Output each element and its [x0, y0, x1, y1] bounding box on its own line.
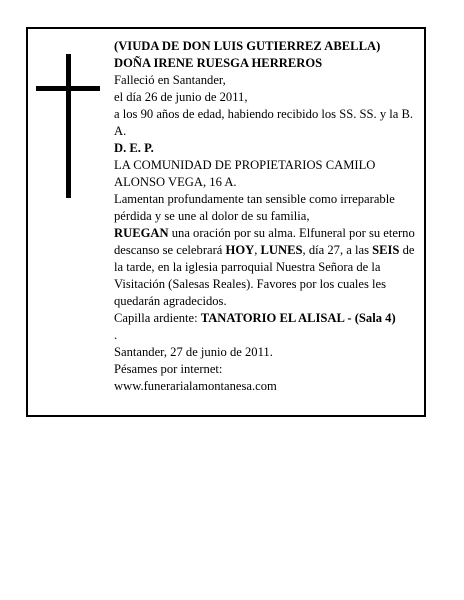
rip-line: D. E. P. [114, 141, 154, 155]
chapel-line [114, 310, 424, 327]
chapel-place: TANATORIO EL ALISAL - (Sala 4) [200, 311, 396, 325]
website-text: www.funerarialamontanesa.com [114, 379, 277, 393]
funeral-request [114, 225, 424, 310]
funeral-comma: , [254, 243, 261, 257]
cross-vertical-bar [66, 54, 71, 198]
deceased-name: DOÑA IRENE RUESGA HERREROS [114, 56, 323, 70]
chapel-label: Capilla ardiente: [114, 311, 201, 325]
community-line: LA COMUNIDAD DE PROPIETARIOS CAMILO ALONSO VEGA, 16 A. [114, 158, 376, 189]
dot-line: . [114, 328, 118, 342]
lunes-word: LUNES [260, 243, 303, 257]
widow-line: (VIUDA DE DON LUIS GUTIERREZ ABELLA) [114, 39, 381, 53]
funeral-text-3: de la tarde, en la iglesia parroquial Nuestra Señora de la Visitación (Salesas Reales). Favores por los cuales les quedarán agradecidos. [114, 243, 415, 308]
obituary-text [114, 38, 424, 395]
cross-icon [36, 54, 100, 198]
funeral-text-2: , día 27, a las [302, 243, 373, 257]
hoy-word: HOY [225, 243, 255, 257]
ruegan-word: RUEGAN [114, 226, 169, 240]
seis-word: SEIS [372, 243, 400, 257]
cross-horizontal-bar [36, 86, 100, 91]
lament-line: Lamentan profundamente tan sensible como irreparable pérdida y se une al dolor de su familia, [114, 192, 395, 223]
death-date: el día 26 de junio de 2011, [114, 90, 248, 104]
age-line: a los 90 años de edad, habiendo recibido los SS. SS. y la B. A. [114, 107, 414, 138]
funeral-text-1: una oración por su alma. Elfuneral por su eterno descanso se celebrará [114, 226, 415, 257]
signed-line: Santander, 27 de junio de 2011. [114, 345, 273, 359]
condolences-label: Pésames por internet: [114, 362, 223, 376]
death-place: Falleció en Santander, [114, 73, 226, 87]
